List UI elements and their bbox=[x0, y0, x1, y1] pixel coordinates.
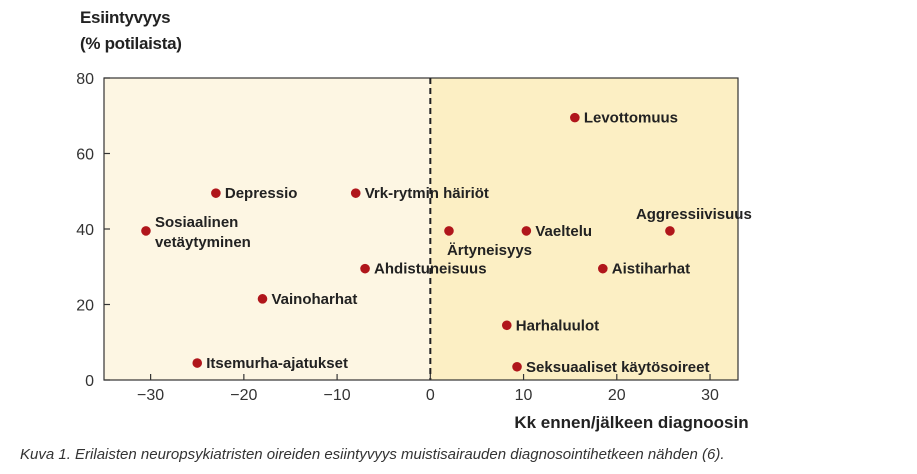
plot-background-left bbox=[104, 78, 430, 380]
x-axis-label: Kk ennen/jälkeen diagnoosin bbox=[514, 413, 749, 432]
point-label: Ahdistuneisuus bbox=[374, 260, 487, 278]
point-label: Ärtyneisyys bbox=[446, 241, 533, 259]
data-point bbox=[598, 264, 608, 274]
data-point bbox=[522, 226, 532, 236]
data-point bbox=[502, 320, 512, 330]
point-label: Aistiharhat bbox=[611, 260, 691, 278]
data-point bbox=[665, 226, 675, 236]
data-point bbox=[258, 294, 268, 304]
y-tick-label: 80 bbox=[76, 71, 94, 88]
y-tick-label: 60 bbox=[76, 146, 94, 164]
y-tick-label: 0 bbox=[85, 373, 94, 390]
x-tick-label: 30 bbox=[701, 387, 719, 404]
x-tick-label: 20 bbox=[607, 387, 626, 404]
data-point bbox=[570, 113, 580, 123]
figure-caption: Kuva 1. Erilaisten neuropsykiatristen oireiden esiintyvyys muistisairauden diagnosointihetkeen nähden (6). bbox=[20, 446, 725, 463]
data-point bbox=[360, 264, 370, 274]
data-point bbox=[351, 188, 361, 198]
y-axis-label-line1: Esiintyvyys bbox=[80, 8, 171, 27]
point-label: Vrk-rytmin häiriöt bbox=[364, 185, 489, 203]
point-label: Depressio bbox=[224, 185, 298, 203]
data-point bbox=[192, 358, 202, 368]
data-point bbox=[444, 226, 454, 236]
data-point bbox=[211, 188, 221, 198]
point-label: Levottomuus bbox=[583, 109, 679, 127]
point-label: Seksuaaliset käytösoireet bbox=[526, 358, 710, 376]
point-label: Itsemurha-ajatukset bbox=[206, 355, 348, 373]
x-tick-label: 10 bbox=[514, 387, 533, 404]
point-label: Vaeltelu bbox=[535, 222, 593, 240]
x-tick-label: 0 bbox=[425, 387, 435, 404]
point-label: Sosiaalinen vetäytyminen bbox=[154, 213, 251, 251]
x-tick-label: −20 bbox=[230, 387, 258, 404]
y-axis-label-line2: (% potilaista) bbox=[80, 34, 182, 53]
data-point bbox=[141, 226, 151, 236]
data-point bbox=[512, 362, 522, 372]
y-tick-label: 40 bbox=[76, 222, 94, 239]
point-label: Harhaluulot bbox=[515, 317, 600, 335]
x-tick-label: −10 bbox=[323, 387, 351, 404]
point-label: Vainoharhat bbox=[271, 290, 358, 308]
y-tick-label: 20 bbox=[76, 297, 94, 315]
point-label: Aggressiivisuus bbox=[635, 205, 752, 223]
x-tick-label: −30 bbox=[137, 387, 165, 404]
